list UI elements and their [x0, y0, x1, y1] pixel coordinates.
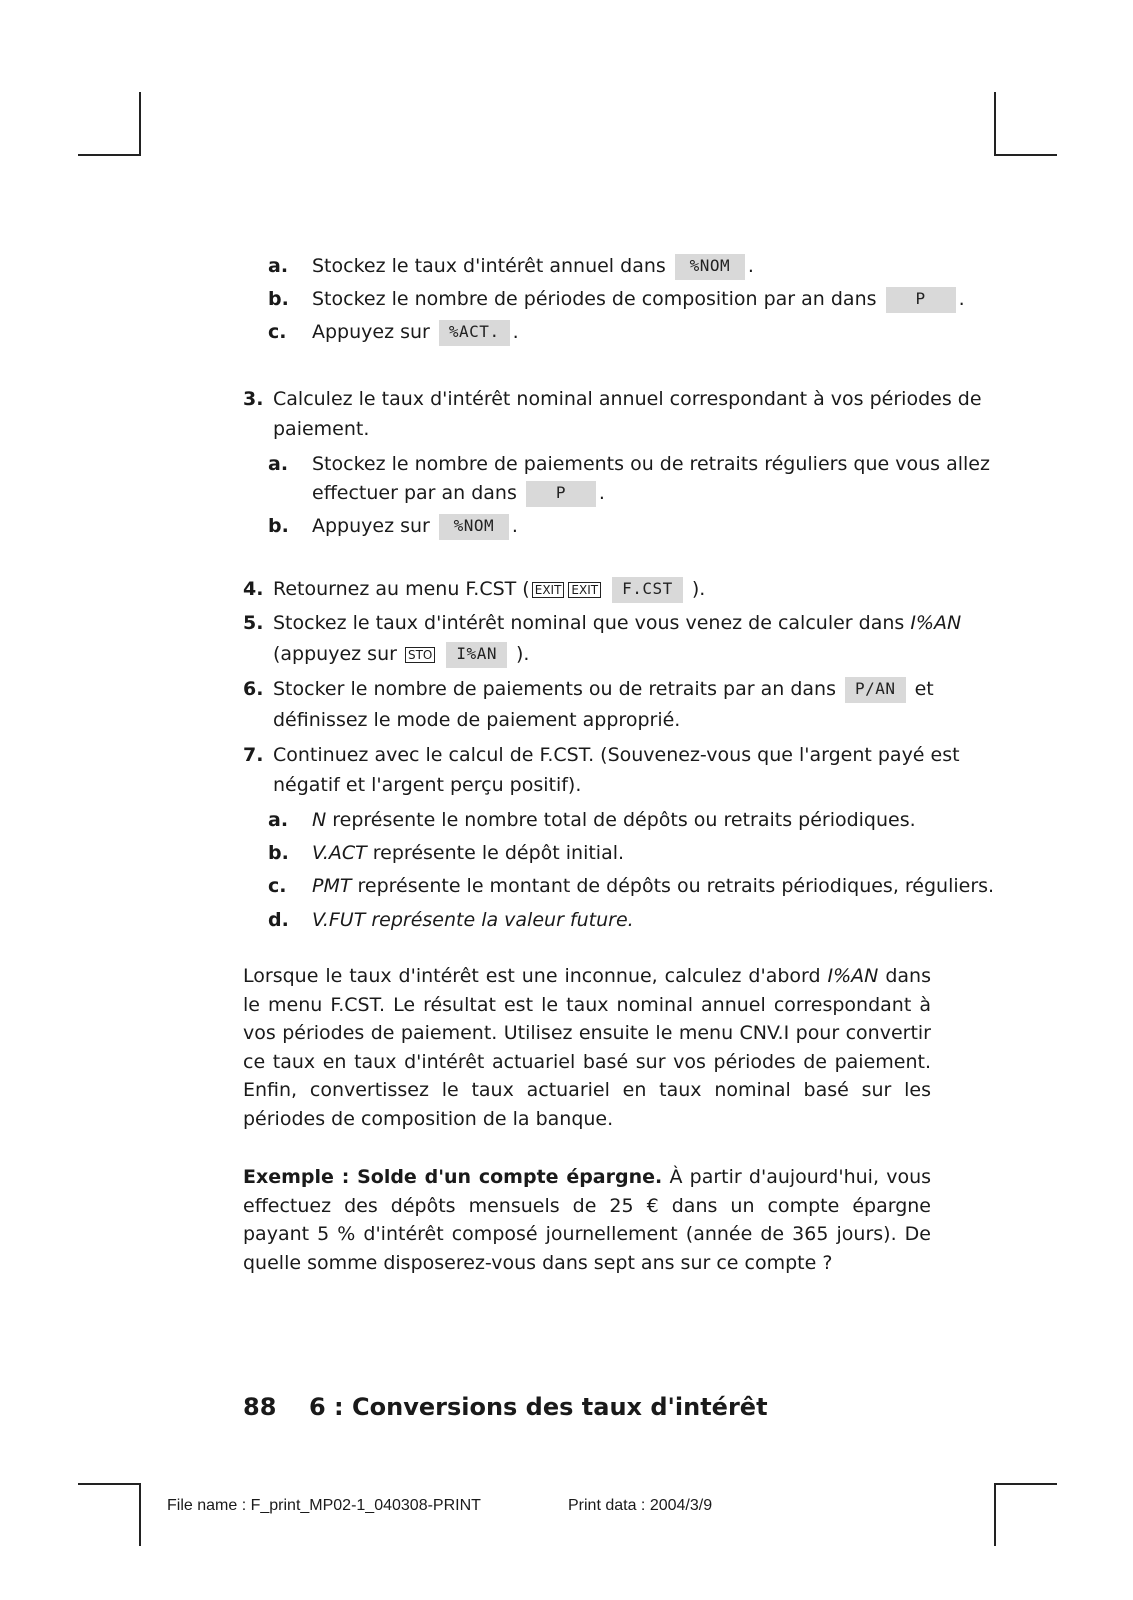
item-text: Stockez le taux d'intérêt nominal que vous venez de calculer dans — [273, 612, 905, 634]
item-text: représente le montant de dépôts ou retraits périodiques, réguliers. — [357, 875, 995, 897]
paragraph-text: dans le menu F.CST. Le résultat est le taux nominal annuel correspondant à vos périodes de paiement. Utilisez ensuite le menu CNV.I pour convertir ce taux en taux d'intérêt actuariel basé sur vos périodes de paiement. Enfin, convertissez le taux actuariel en taux nominal basé sur les périodes de composition de la banque. — [243, 965, 931, 1130]
item-text: Retournez au menu F.CST ( — [273, 578, 530, 600]
crop-mark-br-h — [994, 1483, 1057, 1485]
list-item — [312, 906, 634, 934]
exit-key: EXIT — [568, 582, 601, 598]
list-item — [312, 479, 605, 507]
softkey-act: %ACT. — [439, 320, 510, 346]
list-item — [312, 318, 519, 346]
item-label: c. — [268, 321, 287, 343]
step-text — [273, 575, 705, 603]
example-title: Exemple : Solde d'un compte épargne. — [243, 1166, 663, 1188]
item-label: a. — [268, 255, 289, 277]
page-number: 88 — [243, 1393, 277, 1421]
step-label: 7. — [243, 744, 264, 766]
crop-mark-bl-v — [139, 1483, 141, 1546]
item-label: b. — [268, 515, 289, 537]
step-label: 5. — [243, 612, 264, 634]
item-label: a. — [268, 809, 289, 831]
softkey-nom: %NOM — [675, 254, 745, 280]
step-text: Calculez le taux d'intérêt nominal annuel correspondant à vos périodes de — [273, 388, 982, 410]
step-text: définissez le mode de paiement approprié. — [273, 709, 681, 731]
step-text: paiement. — [273, 418, 370, 440]
print-date: Print data : 2004/3/9 — [568, 1497, 713, 1514]
step-text: Continuez avec le calcul de F.CST. (Souvenez-vous que l'argent payé est — [273, 744, 960, 766]
crop-mark-tl-h — [78, 154, 141, 156]
softkey-p: P — [886, 287, 956, 313]
variable-ian: I%AN — [827, 965, 879, 987]
crop-mark-bl-h — [78, 1483, 141, 1485]
step-text: négatif et l'argent perçu positif). — [273, 774, 582, 796]
list-item — [312, 872, 994, 900]
item-text: . — [598, 482, 605, 504]
softkey-nom: %NOM — [439, 514, 509, 540]
softkey-p: P — [526, 481, 596, 507]
file-name: File name : F_print_MP02-1_040308-PRINT — [167, 1497, 481, 1514]
paragraph — [243, 962, 931, 1134]
step-label: 6. — [243, 678, 264, 700]
item-label: b. — [268, 288, 289, 310]
variable-pmt: PMT — [312, 875, 352, 897]
crop-mark-tr-v — [994, 92, 996, 155]
step-text — [273, 609, 961, 637]
item-text: ). — [516, 643, 530, 665]
list-item — [312, 252, 754, 280]
list-item — [312, 285, 965, 313]
item-label: d. — [268, 909, 289, 931]
softkey-fcst: F.CST — [612, 577, 683, 603]
variable-vact: V.ACT — [312, 842, 367, 864]
list-item — [312, 839, 624, 867]
item-text: représente le nombre total de dépôts ou retraits périodiques. — [332, 809, 916, 831]
item-text: . — [747, 255, 754, 277]
item-text: Stocker le nombre de paiements ou de retraits par an dans — [273, 678, 836, 700]
sto-key: STO — [405, 647, 435, 663]
item-text: Stockez le nombre de périodes de composition par an dans — [312, 288, 877, 310]
paragraph-text: À partir d'aujourd'hui, vous effectuez des dépôts mensuels de 25 € dans un compte épargne payant 5 % d'intérêt composé journellement (année de 365 jours). De quelle somme disposerez-vous dans sept ans sur ce compte ? — [243, 1166, 932, 1274]
crop-mark-tl-v — [139, 92, 141, 155]
item-text: . — [512, 321, 519, 343]
list-item — [312, 806, 916, 834]
step-text — [273, 640, 529, 668]
chapter-title: 6 : Conversions des taux d'intérêt — [309, 1393, 768, 1421]
variable-ian: I%AN — [910, 612, 962, 634]
item-text: Appuyez sur — [312, 321, 430, 343]
item-text: Appuyez sur — [312, 515, 430, 537]
item-text: représente le dépôt initial. — [372, 842, 625, 864]
example-paragraph — [243, 1163, 931, 1277]
step-text — [273, 675, 934, 703]
step-label: 3. — [243, 388, 264, 410]
item-text: ). — [691, 578, 706, 600]
item-text: (appuyez sur — [273, 643, 397, 665]
exit-key: EXIT — [532, 582, 565, 598]
step-label: 4. — [243, 578, 264, 600]
item-text: . — [511, 515, 518, 537]
crop-mark-tr-h — [994, 154, 1057, 156]
softkey-ian: I%AN — [446, 642, 507, 668]
item-label: a. — [268, 453, 289, 475]
item-text: et — [914, 678, 934, 700]
item-text: Stockez le nombre de paiements ou de retraits réguliers que vous allez — [312, 453, 990, 475]
item-text: Stockez le taux d'intérêt annuel dans — [312, 255, 666, 277]
softkey-pan: P/AN — [845, 677, 906, 703]
paragraph-text: Lorsque le taux d'intérêt est une inconnue, calculez d'abord — [243, 965, 821, 987]
item-label: b. — [268, 842, 289, 864]
item-text: . — [958, 288, 965, 310]
list-item — [312, 512, 518, 540]
crop-mark-br-v — [994, 1483, 996, 1546]
variable-n: N — [312, 809, 327, 831]
variable-vfut: V.FUT représente la valeur future. — [312, 909, 634, 931]
item-text: effectuer par an dans — [312, 482, 517, 504]
item-label: c. — [268, 875, 287, 897]
